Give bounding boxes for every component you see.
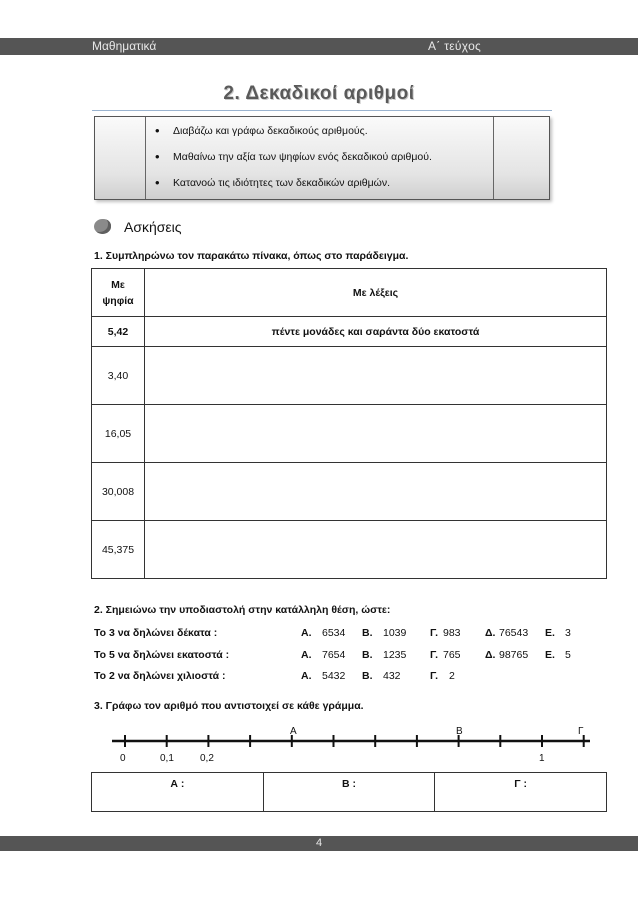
q1-prompt: 1. Συμπληρώνω τον παρακάτω πίνακα, όπως στο παράδειγμα. [94,250,409,262]
row-answer-cell[interactable] [145,405,607,463]
q2-prompt: 2. Σημειώνω την υποδιαστολή στην κατάλληλη θέση, ώστε: [94,604,391,616]
header-words: Με λέξεις [145,269,607,317]
page-title: 2. Δεκαδικοί αριθμοί [223,83,415,104]
option-value[interactable]: 6534 [322,627,346,639]
tick-label: 0,1 [160,753,174,764]
row-answer-cell[interactable] [145,463,607,521]
goal-item: • Κατανοώ τις ιδιότητες των δεκαδικών αριθμών. [155,173,432,199]
row-number: 16,05 [92,405,145,463]
goal-item: • Μαθαίνω την αξία των ψηφίων ενός δεκαδικού αριθμού. [155,147,432,173]
point-label-a: Α [290,726,297,737]
option-letter: Ε. [545,649,555,661]
table-row [92,347,607,405]
table-row [92,317,607,347]
q3-answer-table [91,772,607,812]
goals-divider-right [493,117,494,199]
header-digits [92,269,145,317]
section-title: Ασκήσεις [124,219,182,235]
footer-bar [0,836,638,851]
option-value[interactable]: 7654 [322,649,346,661]
table-row [92,405,607,463]
row-number: 5,42 [92,317,145,347]
row-words: πέντε μονάδες και σαράντα δύο εκατοστά [145,317,607,347]
title-divider [92,110,552,111]
table-row [92,521,607,579]
option-letter: Α. [301,670,312,682]
table-header-row [92,269,607,317]
answer-cell-c[interactable]: Γ : [435,773,607,812]
option-letter: Δ. [485,627,496,639]
option-letter: Α. [301,627,312,639]
option-value[interactable]: 76543 [499,627,529,639]
option-letter: Ε. [545,627,555,639]
tick-label: 0 [120,753,126,764]
goals-list [155,121,432,199]
option-value[interactable]: 983 [443,627,461,639]
row-number: 45,375 [92,521,145,579]
table-row [92,463,607,521]
option-letter: Δ. [485,649,496,661]
point-label-b: Β [456,726,463,737]
header-digits-line1: Με [111,278,125,291]
option-value[interactable]: 432 [383,670,401,682]
header-digits-line2: ψηφία [102,294,134,307]
option-letter: Γ. [430,670,439,682]
volume-label: Α΄ τεύχος [428,39,482,53]
q2-label: Το 3 να δηλώνει δέκατα : [94,627,218,639]
header-bar [0,38,638,55]
option-value[interactable]: 5 [565,649,571,661]
option-value[interactable]: 98765 [499,649,529,661]
option-value[interactable]: 5432 [322,670,346,682]
row-answer-cell[interactable] [145,521,607,579]
option-letter: Γ. [430,649,439,661]
subject-label: Μαθηματικά [92,39,157,53]
point-label-c: Γ [578,726,584,737]
option-letter: Α. [301,649,312,661]
option-letter: Β. [362,649,373,661]
section-bullet-icon [94,219,111,234]
option-value[interactable]: 1039 [383,627,407,639]
goals-divider-left [145,117,146,199]
option-value[interactable]: 1235 [383,649,407,661]
option-value[interactable]: 765 [443,649,461,661]
row-number: 3,40 [92,347,145,405]
q2-label: Το 2 να δηλώνει χιλιοστά : [94,670,226,682]
row-answer-cell[interactable] [145,347,607,405]
q2-label: Το 5 να δηλώνει εκατοστά : [94,649,230,661]
answer-cell-b[interactable]: Β : [263,773,435,812]
q1-table [91,268,607,579]
tick-label: 1 [539,753,545,764]
q3-prompt: 3. Γράφω τον αριθμό που αντιστοιχεί σε κάθε γράμμα. [94,700,364,712]
option-letter: Β. [362,670,373,682]
option-value[interactable]: 2 [449,670,455,682]
goal-item: • Διαβάζω και γράφω δεκαδικούς αριθμούς. [155,121,432,147]
answer-cell-a[interactable]: Α : [92,773,264,812]
page-number: 4 [315,837,323,849]
goals-box [94,116,550,200]
number-line [108,722,598,768]
option-value[interactable]: 3 [565,627,571,639]
option-letter: Γ. [430,627,439,639]
row-number: 30,008 [92,463,145,521]
tick-label: 0,2 [200,753,214,764]
option-letter: Β. [362,627,373,639]
